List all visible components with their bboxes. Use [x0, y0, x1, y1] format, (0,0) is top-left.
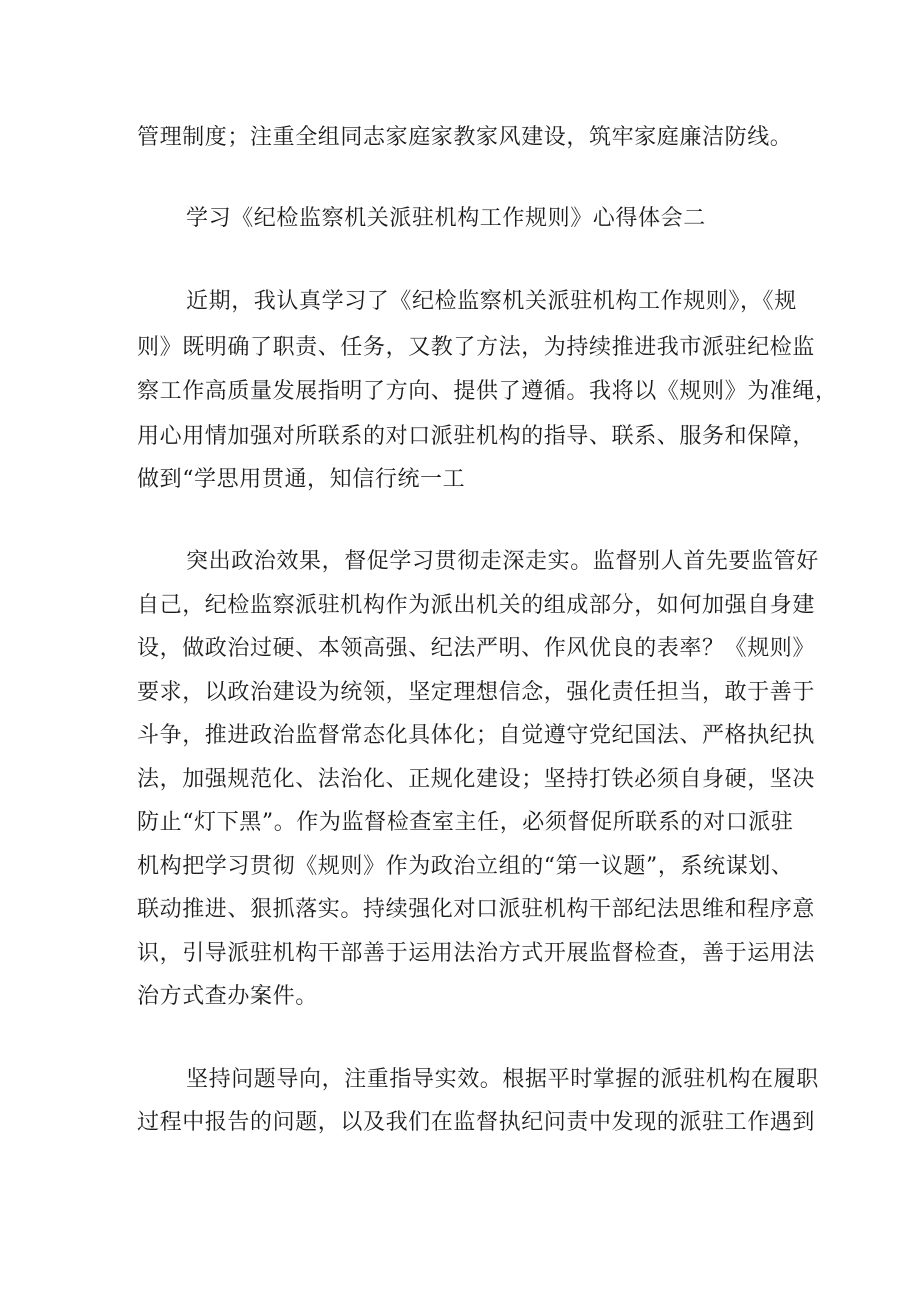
paragraph-line: 察工作高质量发展指明了方向、提供了遵循。我将以《规则》为准绳，: [137, 379, 838, 404]
paragraph-line: 机构把学习贯彻《规则》作为政治立组的“第一议题”，系统谋划、: [137, 854, 794, 879]
paragraph-line: 斗争，推进政治监督常态化具体化；自觉遵守党纪国法、严格执纪执: [137, 723, 816, 748]
section-title: 学习《纪检监察机关派驻机构工作规则》心得体会二: [186, 206, 706, 231]
paragraph-line: 突出政治效果，督促学习贯彻走深走实。监督别人首先要监管好: [186, 549, 819, 574]
paragraph-line: 要求，以政治建设为统领，坚定理想信念，强化责任担当，敢于善于: [137, 680, 816, 705]
paragraph-line: 坚持问题导向，注重指导实效。根据平时掌握的派驻机构在履职: [186, 1067, 819, 1092]
paragraph-line: 识，引导派驻机构干部善于运用法治方式开展监督检查，善于运用法: [137, 941, 816, 966]
paragraph-line: 用心用情加强对所联系的对口派驻机构的指导、联系、服务和保障，: [137, 424, 816, 449]
paragraph-line: 则》既明确了职责、任务，又教了方法，为持续推进我市派驻纪检监: [137, 335, 816, 360]
paragraph-line: 治方式查办案件。: [137, 984, 318, 1009]
paragraph-line: 防止“灯下黑”。作为监督检查室主任，必须督促所联系的对口派驻: [137, 810, 794, 835]
paragraph-line: 做到“学思用贯通，知信行统一工: [137, 467, 466, 492]
lead-line: 管理制度；注重全组同志家庭家教家风建设，筑牢家庭廉洁防线。: [137, 125, 793, 150]
paragraph-line: 过程中报告的问题，以及我们在监督执纪问责中发现的派驻工作遇到: [137, 1110, 816, 1135]
paragraph-line: 近期，我认真学习了《纪检监察机关派驻机构工作规则》，《规: [186, 289, 797, 314]
paragraph-line: 设，做政治过硬、本领高强、纪法严明、作风优良的表率？《规则》: [137, 636, 816, 661]
paragraph-line: 联动推进、狠抓落实。持续强化对口派驻机构干部纪法思维和程序意: [137, 897, 816, 922]
paragraph-line: 自己，纪检监察派驻机构作为派出机关的组成部分，如何加强自身建: [137, 593, 816, 618]
paragraph-line: 法，加强规范化、法治化、正规化建设；坚持打铁必须自身硬，坚决: [137, 767, 816, 792]
